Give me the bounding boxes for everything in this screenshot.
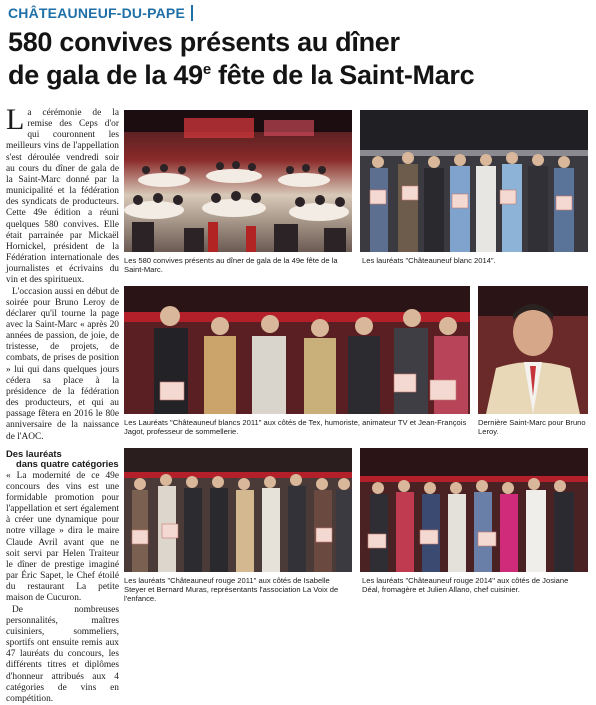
headline-line-2-start: de gala de la 49 bbox=[8, 60, 203, 90]
photo-laureates-blanc-2014 bbox=[360, 110, 588, 252]
kicker-text: CHÂTEAUNEUF-DU-PAPE bbox=[8, 5, 185, 21]
article-paragraph-3: « La modernité de ce 49e concours des vins est une formidable promotion pour l'appellation et sert également à créer une dynamique pour notre village » dira le maire Claude Avril avant que ne soit servi par Helen Traiteur le dîner de prestige imaginé par Éric Sapet, le Chef étoilé du restaurant La petite maison de Cucuron. bbox=[6, 470, 119, 604]
headline-line-1: 580 convives présents au dîner bbox=[8, 27, 400, 57]
photo-gala-dinner bbox=[124, 110, 352, 252]
drop-cap: L bbox=[6, 103, 25, 136]
photo-laureates-rouge-2011 bbox=[124, 448, 352, 572]
section-kicker bbox=[8, 4, 193, 22]
headline-line-2 bbox=[8, 59, 588, 92]
kicker-divider bbox=[191, 5, 193, 21]
caption-laureates-rouge-2011: Les lauréats "Châteauneuf rouge 2011" aux côtés de Isabelle Steyer et Bernard Muras, représentants l'association La Voix de l'enfance. bbox=[124, 576, 339, 604]
article-body bbox=[6, 103, 119, 704]
headline-line-2-end: fête de la Saint-Marc bbox=[210, 60, 475, 90]
caption-gala-dinner: Les 580 convives présents au dîner de gala de la 49e fête de la Saint-Marc. bbox=[124, 256, 338, 275]
caption-laureates-rouge-2014: Les lauréats "Châteauneuf rouge 2014" aux côtés de Josiane Déal, fromagère et Julien Allano, chef cuisinier. bbox=[362, 576, 569, 595]
article-subhead-2: dans quatre catégories bbox=[16, 458, 119, 470]
photo-laureates-blanc-2011 bbox=[124, 286, 470, 414]
photo-laureates-rouge-2014 bbox=[360, 448, 588, 572]
caption-bruno-leroy: Dernière Saint-Marc pour Bruno Leroy. bbox=[478, 418, 586, 437]
page-title bbox=[8, 26, 588, 92]
article-paragraph-4: De nombreuses personnalités, maîtres cuisiniers, sommeliers, sportifs ont ensuite remis aux 47 lauréats du concours, les différents titres et diplômes d'honneur attribués aux 4 catégories de vins en compétition. bbox=[6, 604, 119, 704]
article-paragraph-2: L'occasion aussi en début de soirée pour Bruno Leroy de déclarer qu'il tourne la page avec la Saint-Marc « après 20 années de passion, de joie, de tristesse, de projets, de combats, de prises de position » lui qui dans quelques jours cédera sa place à la présidence de la fédération des producteurs, et qui au passage fêtera en 2016 le 80e anniversaire de la naissance de l'AOC. bbox=[6, 286, 119, 442]
caption-laureates-blanc-2014: Les lauréats "Châteauneuf blanc 2014". bbox=[362, 256, 496, 265]
headline-superscript: e bbox=[202, 61, 211, 78]
article-paragraph-1 bbox=[6, 103, 119, 287]
article-subhead: Des lauréats bbox=[6, 447, 62, 459]
paragraph-1-text: a cérémonie de la remise des Ceps d'or qui couronnent les meilleurs vins de l'appellation s'est déroulée vendredi soir au cours du dîner de gala de la Saint-Marc donné par la municipalité et la fédération des syndicats de producteurs. Cette 49e édition a réuni quelques 580 convives. Elle était parrainée par Mickaël Hornickel, président de la Fédération internationale des journalistes et écrivains du vin et des spiritueux. bbox=[6, 108, 119, 286]
caption-laureates-blanc-2011: Les Lauréats "Châteauneuf blancs 2011" aux côtés de Tex, humoriste, animateur TV et Jean-François Jagot, professeur de sommellerie. bbox=[124, 418, 467, 437]
photo-bruno-leroy bbox=[478, 286, 588, 414]
